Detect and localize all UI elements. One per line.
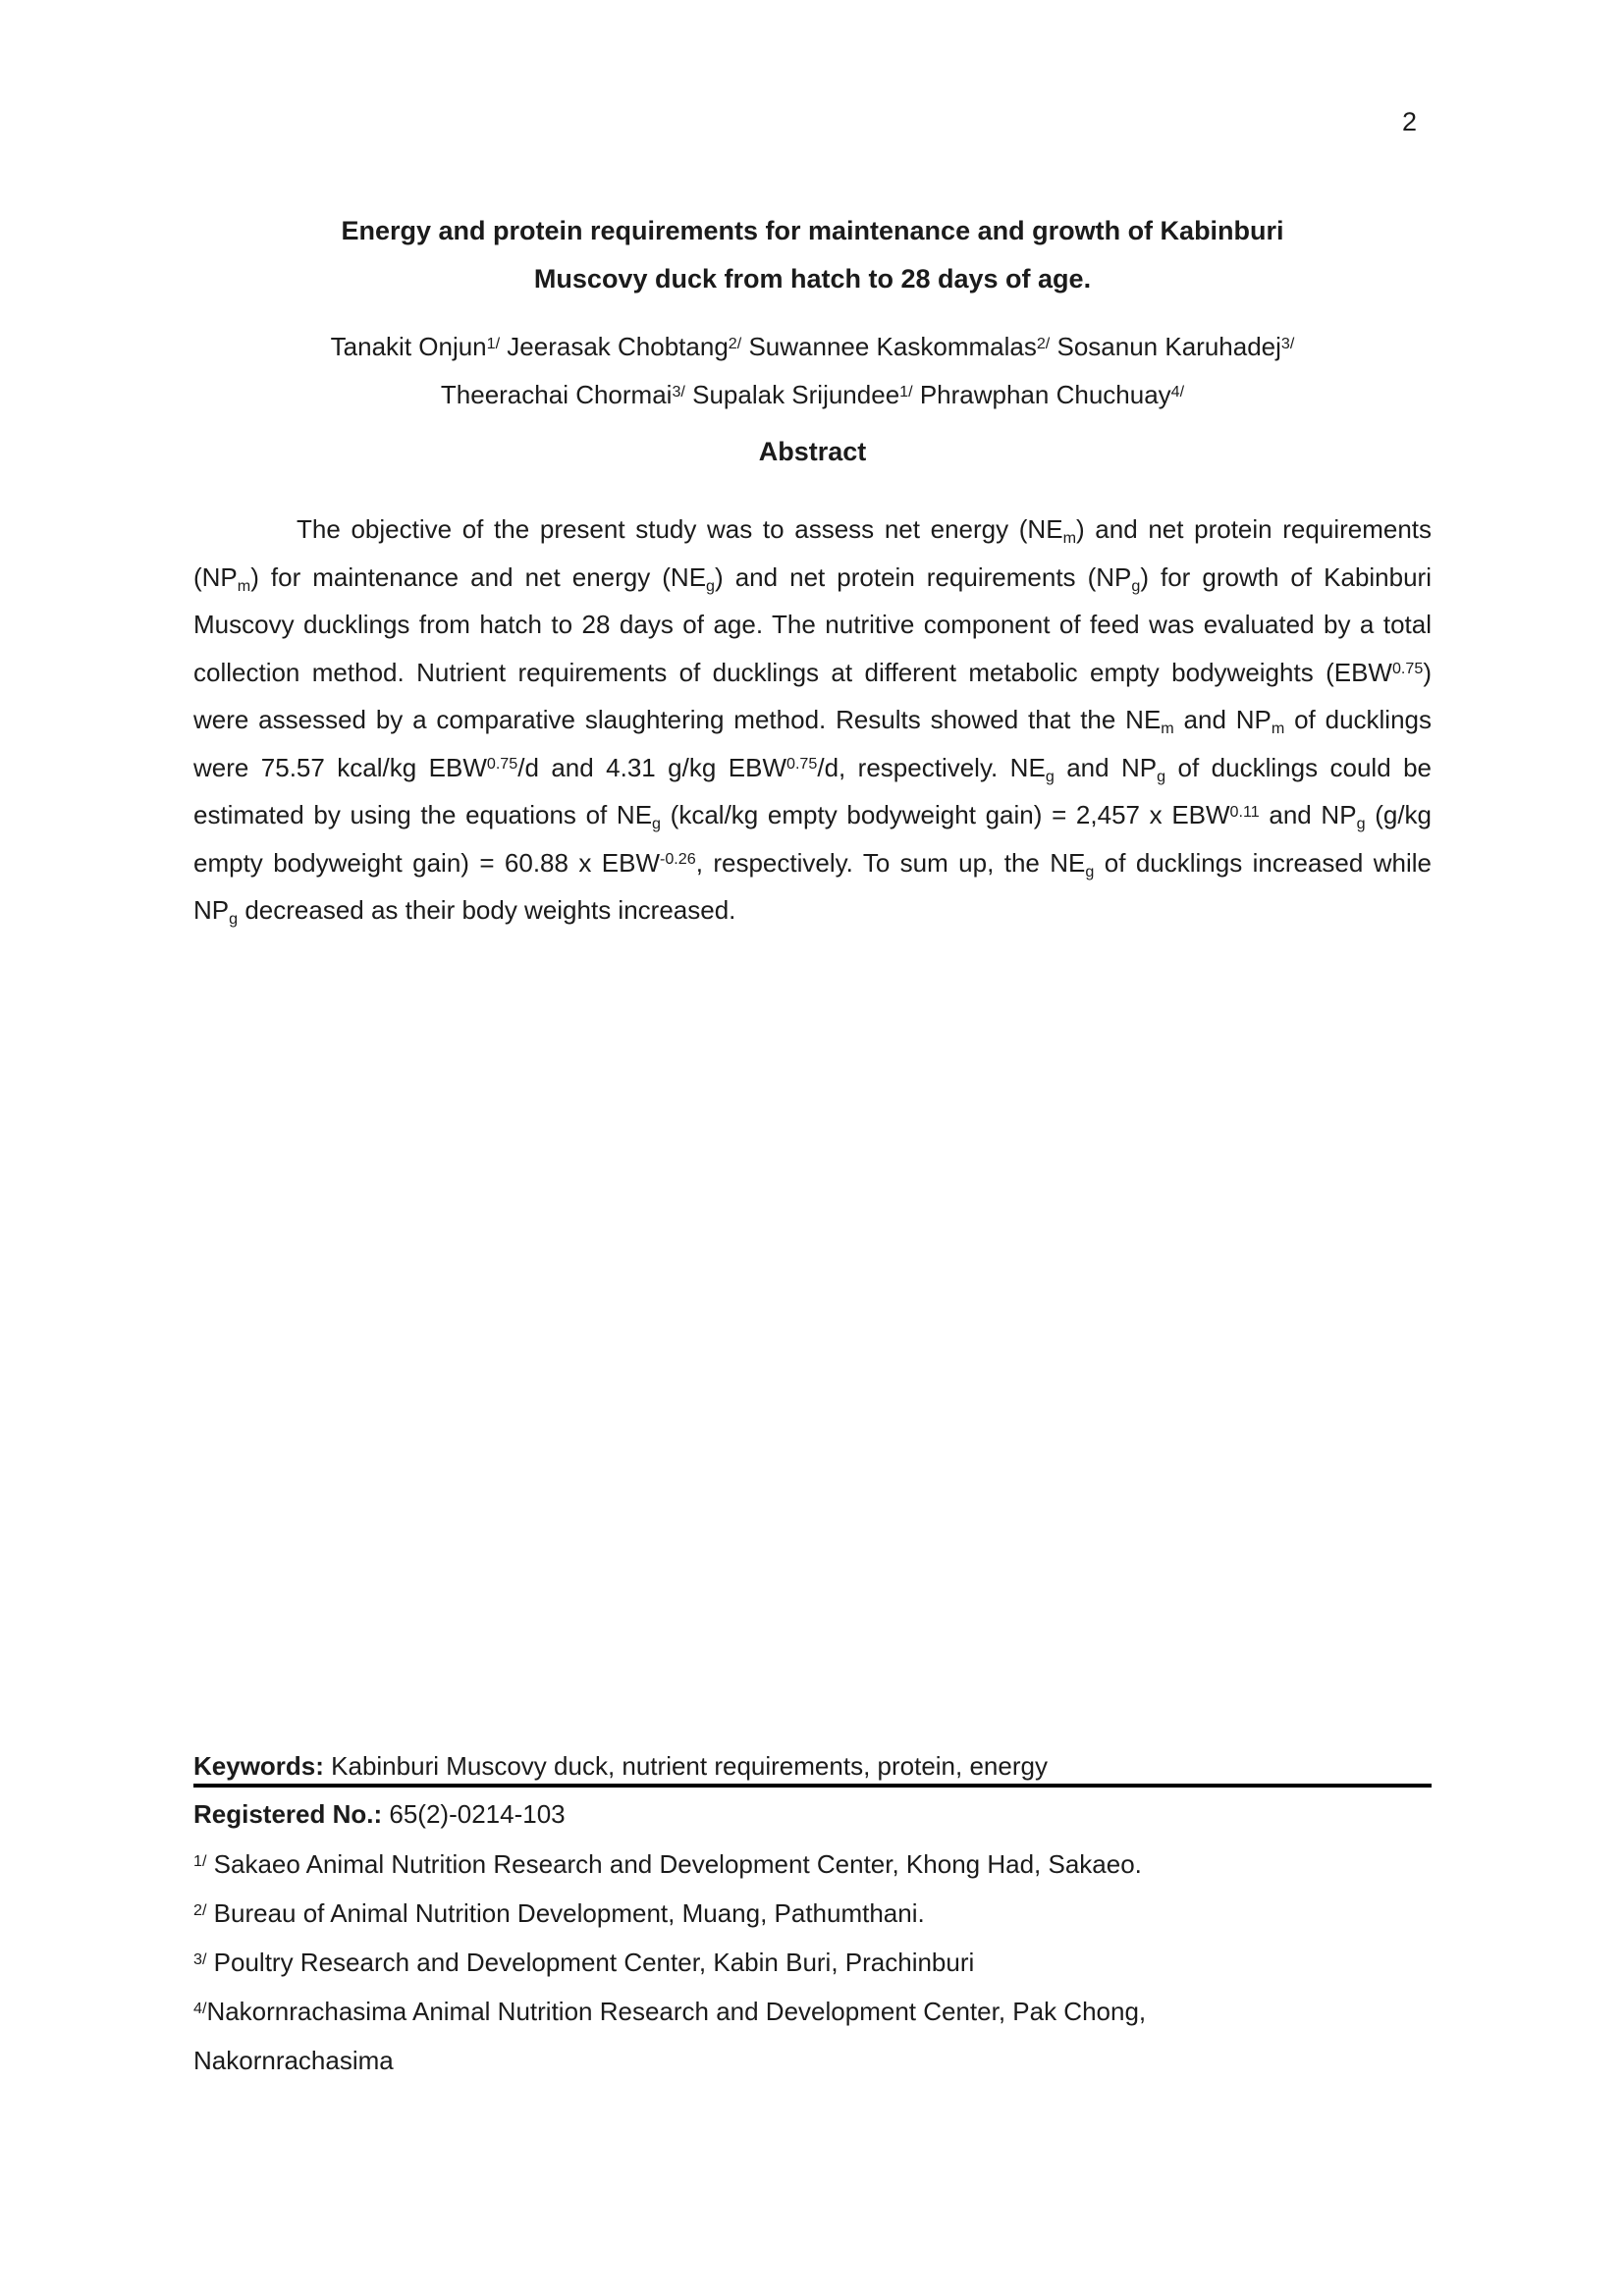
footnote-item: $^{4/}$Nakornrachasima Animal Nutrition Research and Development Center, Pak Chong, Nakornrachasima [193, 1997, 1147, 2075]
author-line-2: Theerachai Chormai$^{3/}$ Supalak Srijundee$^{1/}$ Phrawphan Chuchuay$^{4/}$ [440, 380, 1185, 409]
paper-title [193, 207, 1432, 303]
keywords-text: Kabinburi Muscovy duck, nutrient requirements, protein, energy [323, 1751, 1048, 1781]
paper-title-line-1: Energy and protein requirements for maintenance and growth of Kabinburi [341, 216, 1284, 245]
registered-number-line [193, 1790, 1432, 1839]
registered-value: 65(2)-0214-103 [382, 1799, 566, 1829]
footnote-item: $^{3/}$ Poultry Research and Development Center, Kabin Buri, Prachinburi [193, 1948, 975, 1977]
footnotes-list [193, 1840, 1432, 2085]
footnote-item: $^{1/}$ Sakaeo Animal Nutrition Research and Development Center, Khong Had, Sakaeo. [193, 1849, 1142, 1879]
registered-label: Registered No.: [193, 1799, 383, 1829]
page-number: 2 [1402, 107, 1418, 136]
divider-rule [193, 1784, 1432, 1788]
footnote-item: $^{2/}$ Bureau of Animal Nutrition Development, Muang, Pathumthani. [193, 1898, 925, 1928]
author-line-1: Tanakit Onjun$^{1/}$ Jeerasak Chobtang$^{2/}$ Suwannee Kaskommalas$^{2/}$ Sosanun Karuhadej$^{3/}$ [330, 332, 1295, 361]
author-list [193, 323, 1432, 419]
abstract-heading: Abstract [758, 437, 867, 466]
paper-title-line-2: Muscovy duck from hatch to 28 days of age. [533, 264, 1092, 294]
keywords-label: Keywords: [193, 1751, 324, 1781]
abstract-paragraph: The objective of the present study was to assess net energy $(NE_m)$ and net protein requirements $(NP_m)$ for maintenance and net energy $(NE_g)$ and net protein requirements $(NP_g)$ for growth of Kabinburi Muscovy ducklings from hatch to 28 days of age. The nutritive component of feed was evaluated by a total collection method. Nutrient requirements of ducklings at different metabolic empty bodyweights $(EBW^{0.75})$ were assessed by a comparative slaughtering method. Results showed that the $NE_m$ and $NP_m$ of ducklings were 75.57 kcal/kg $EBW^{0.75}/d$ and 4.31 g/kg $EBW^{0.75}/d$, respectively. $NE_g$ and $NP_g$ of ducklings could be estimated by using the equations of $NE_g$ (kcal/kg empty bodyweight gain) = 2,457 x $EBW^{0.11}$ and $NP_g$ (g/kg empty bodyweight gain) = 60.88 x $EBW^{-0.26}$, respectively. To sum up, the $NE_g$ of ducklings increased while $NP_g$ decreased as their body weights increased. [193, 514, 1433, 929]
